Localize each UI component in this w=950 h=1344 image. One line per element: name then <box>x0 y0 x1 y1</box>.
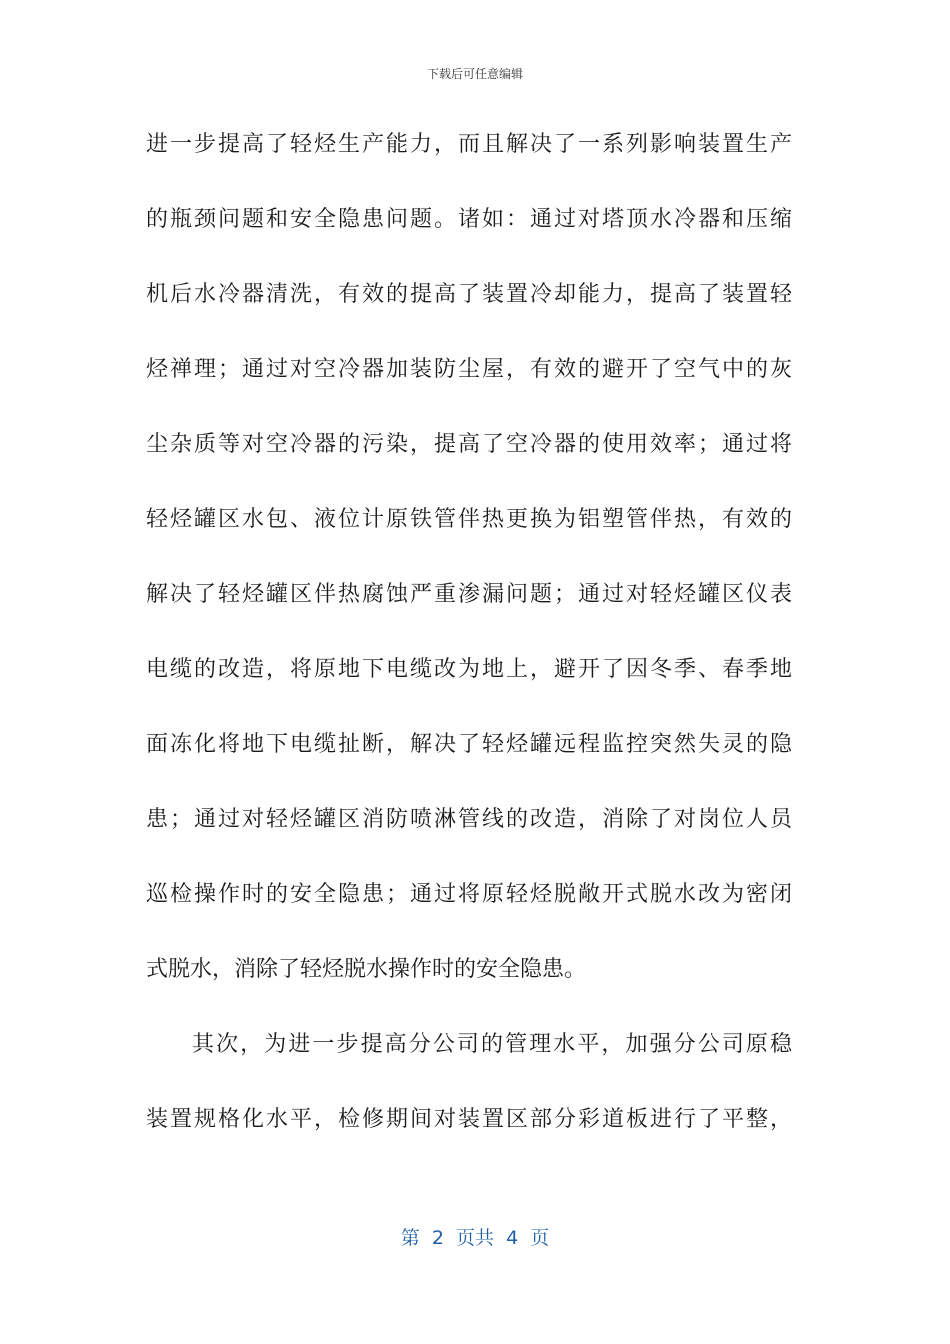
body-line: 的瓶颈问题和安全隐患问题。诸如：通过对塔顶水冷器和压缩 <box>146 207 792 232</box>
page-number-footer <box>0 1226 950 1250</box>
body-line: 机后水冷器清洗，有效的提高了装置冷却能力，提高了装置轻 <box>146 282 792 307</box>
page-header-note: 下载后可任意编辑 <box>426 67 523 81</box>
body-line: 烃禅理；通过对空冷器加装防尘屋，有效的避开了空气中的灰 <box>146 357 792 382</box>
body-line: 面冻化将地下电缆扯断，解决了轻烃罐远程监控突然失灵的隐 <box>146 732 792 757</box>
body-line: 巡检操作时的安全隐患；通过将原轻烃脱敞开式脱水改为密闭 <box>146 882 792 907</box>
body-line: 患；通过对轻烃罐区消防喷淋管线的改造，消除了对岗位人员 <box>146 807 792 832</box>
body-line: 进一步提高了轻烃生产能力，而且解决了一系列影响装置生产 <box>146 132 792 157</box>
body-line: 轻烃罐区水包、液位计原铁管伴热更换为铝塑管伴热，有效的 <box>146 507 792 532</box>
body-line-paragraph-end: 式脱水，消除了轻烃脱水操作时的安全隐患。 <box>146 957 587 982</box>
body-line: 装置规格化水平，检修期间对装置区部分彩道板进行了平整， <box>146 1107 792 1132</box>
body-line: 尘杂质等对空冷器的污染，提高了空冷器的使用效率；通过将 <box>146 432 792 457</box>
body-line-paragraph-start: 其次，为进一步提高分公司的管理水平，加强分公司原稳 <box>192 1032 792 1057</box>
body-line: 解决了轻烃罐区伴热腐蚀严重渗漏问题；通过对轻烃罐区仪表 <box>146 582 792 607</box>
body-line: 电缆的改造，将原地下电缆改为地上，避开了因冬季、春季地 <box>146 657 792 682</box>
page-number-text: 第 2 页共 4 页 <box>400 1227 550 1249</box>
document-body <box>146 120 792 1170</box>
